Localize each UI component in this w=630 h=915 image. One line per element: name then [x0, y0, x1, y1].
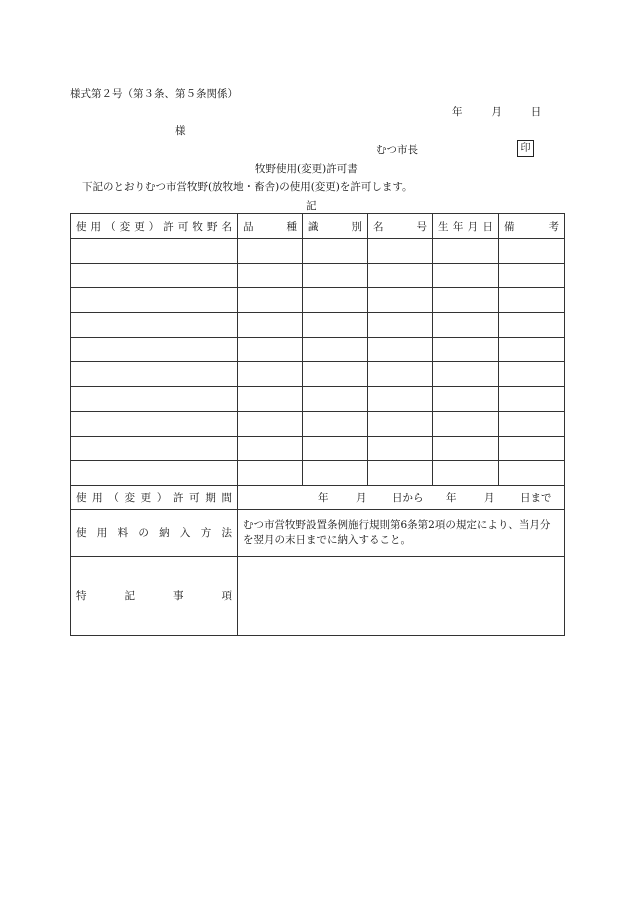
breed-cell[interactable]	[238, 387, 303, 412]
document-title: 牧野使用(変更)許可書	[255, 163, 358, 175]
date-year-label: 年	[452, 106, 463, 118]
pasture-name-cell[interactable]	[71, 263, 238, 288]
birth-date-cell[interactable]	[433, 387, 499, 412]
breed-cell[interactable]	[238, 337, 303, 362]
notes-label: 特記事項	[71, 556, 238, 635]
issuer-name: むつ市長	[376, 144, 418, 156]
issue-date	[452, 104, 541, 119]
remarks-cell[interactable]	[499, 411, 565, 436]
pasture-name-cell[interactable]	[71, 239, 238, 264]
period-end-year: 年	[446, 491, 457, 504]
remarks-cell[interactable]	[499, 313, 565, 338]
remarks-cell[interactable]	[499, 461, 565, 486]
payment-label: 使用料の納入方法	[71, 509, 238, 556]
birth-date-cell[interactable]	[433, 461, 499, 486]
period-start-day: 日から	[392, 491, 424, 504]
period-end-month: 月	[484, 491, 495, 504]
breed-cell[interactable]	[238, 436, 303, 461]
remarks-cell[interactable]	[499, 387, 565, 412]
remarks-cell[interactable]	[499, 436, 565, 461]
permit-table	[70, 213, 565, 636]
identification-cell[interactable]	[303, 461, 368, 486]
col-header-animal-name: 名号	[368, 214, 433, 239]
table-row	[71, 436, 565, 461]
table-row	[71, 337, 565, 362]
pasture-name-cell[interactable]	[71, 411, 238, 436]
header-row	[71, 214, 565, 239]
breed-cell[interactable]	[238, 313, 303, 338]
identification-cell[interactable]	[303, 387, 368, 412]
notes-value[interactable]	[238, 556, 565, 635]
birth-date-cell[interactable]	[433, 263, 499, 288]
col-header-remarks: 備考	[499, 214, 565, 239]
animal-name-cell[interactable]	[368, 362, 433, 387]
date-day-label: 日	[530, 106, 542, 118]
seal-stamp: 印	[517, 140, 534, 157]
form-number-label: 様式第２号（第３条、第５条関係）	[70, 88, 238, 100]
pasture-name-cell[interactable]	[71, 288, 238, 313]
birth-date-cell[interactable]	[433, 313, 499, 338]
identification-cell[interactable]	[303, 239, 368, 264]
intro-text: 下記のとおりむつ市営牧野(放牧地・畜舎)の使用(変更)を許可します。	[82, 181, 413, 193]
period-start-month: 月	[356, 491, 367, 504]
table-row	[71, 362, 565, 387]
birth-date-cell[interactable]	[433, 411, 499, 436]
period-start-year: 年	[318, 491, 329, 504]
breed-cell[interactable]	[238, 239, 303, 264]
remarks-cell[interactable]	[499, 362, 565, 387]
period-label: 使用（変更）許可期間	[71, 485, 238, 509]
animal-name-cell[interactable]	[368, 263, 433, 288]
period-end-day: 日まで	[520, 491, 552, 504]
table-row	[71, 313, 565, 338]
animal-name-cell[interactable]	[368, 313, 433, 338]
pasture-name-cell[interactable]	[71, 362, 238, 387]
payment-value: むつ市営牧野設置条例施行規則第6条第2項の規定により、当月分を翌月の末日までに納入すること。	[238, 509, 565, 556]
breed-cell[interactable]	[238, 362, 303, 387]
col-header-identification: 識別	[303, 214, 368, 239]
breed-cell[interactable]	[238, 288, 303, 313]
breed-cell[interactable]	[238, 411, 303, 436]
col-header-birth-date: 生年月日	[433, 214, 499, 239]
pasture-name-cell[interactable]	[71, 337, 238, 362]
identification-cell[interactable]	[303, 263, 368, 288]
col-header-breed: 品種	[238, 214, 303, 239]
animal-name-cell[interactable]	[368, 239, 433, 264]
identification-cell[interactable]	[303, 337, 368, 362]
pasture-name-cell[interactable]	[71, 387, 238, 412]
birth-date-cell[interactable]	[433, 362, 499, 387]
pasture-name-cell[interactable]	[71, 313, 238, 338]
animal-name-cell[interactable]	[368, 411, 433, 436]
pasture-name-cell[interactable]	[71, 436, 238, 461]
animal-name-cell[interactable]	[368, 387, 433, 412]
period-row	[71, 485, 565, 509]
ki-heading: 記	[306, 200, 317, 212]
table-row	[71, 263, 565, 288]
birth-date-cell[interactable]	[433, 288, 499, 313]
breed-cell[interactable]	[238, 263, 303, 288]
animal-name-cell[interactable]	[368, 461, 433, 486]
remarks-cell[interactable]	[499, 263, 565, 288]
remarks-cell[interactable]	[499, 288, 565, 313]
notes-row	[71, 556, 565, 635]
payment-row	[71, 509, 565, 556]
table-row	[71, 288, 565, 313]
birth-date-cell[interactable]	[433, 436, 499, 461]
birth-date-cell[interactable]	[433, 239, 499, 264]
addressee-suffix: 様	[175, 125, 186, 137]
identification-cell[interactable]	[303, 313, 368, 338]
animal-name-cell[interactable]	[368, 436, 433, 461]
col-header-pasture-name: 使用（変更）許可牧野名	[71, 214, 238, 239]
remarks-cell[interactable]	[499, 239, 565, 264]
table-row	[71, 461, 565, 486]
identification-cell[interactable]	[303, 362, 368, 387]
period-value[interactable]	[238, 485, 565, 509]
pasture-name-cell[interactable]	[71, 461, 238, 486]
remarks-cell[interactable]	[499, 337, 565, 362]
breed-cell[interactable]	[238, 461, 303, 486]
birth-date-cell[interactable]	[433, 337, 499, 362]
table-row	[71, 411, 565, 436]
date-month-label: 月	[491, 106, 502, 118]
identification-cell[interactable]	[303, 288, 368, 313]
animal-name-cell[interactable]	[368, 288, 433, 313]
identification-cell[interactable]	[303, 411, 368, 436]
identification-cell[interactable]	[303, 436, 368, 461]
animal-name-cell[interactable]	[368, 337, 433, 362]
table-row	[71, 239, 565, 264]
table-row	[71, 387, 565, 412]
